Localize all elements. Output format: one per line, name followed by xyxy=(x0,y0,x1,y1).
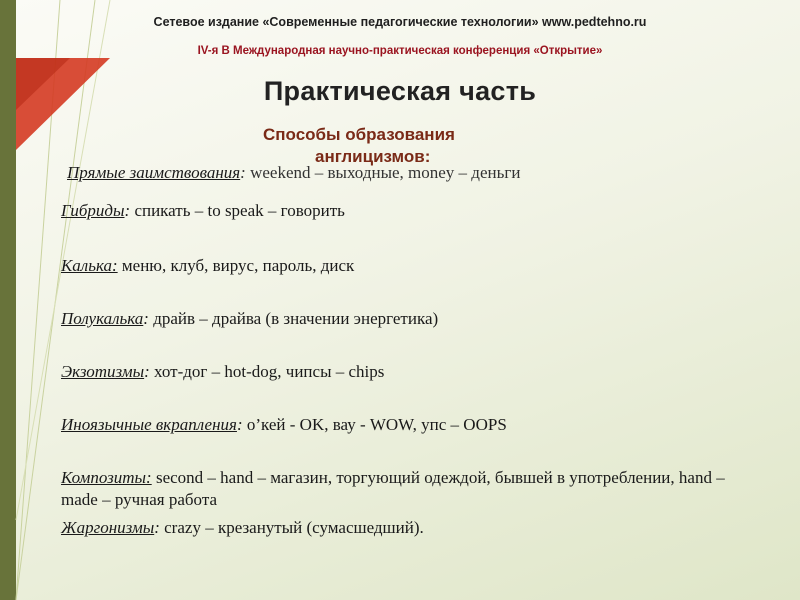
entry-direct-borrowings xyxy=(67,162,757,184)
entry-jargonisms xyxy=(61,517,751,539)
entry-composites xyxy=(61,467,751,511)
entry-text: драйв – драйва (в значении энергетика) xyxy=(148,309,439,328)
slide-title: Практическая часть xyxy=(263,76,537,106)
subtitle-line-1: Способы образования xyxy=(263,125,455,144)
entry-semi-calque xyxy=(61,308,751,330)
entry-text: crazy – крезанутый (сумасшедший). xyxy=(159,518,424,537)
entry-sep: : xyxy=(240,163,246,182)
entry-term: Калька: xyxy=(61,256,118,275)
entry-text: second – hand – магазин, торгующий одеждой, бывшей в употреблении, hand – made – ручная работа xyxy=(61,468,725,509)
entry-term: Полукалька xyxy=(61,309,144,328)
entry-text: о’кей - OK, вау - WOW, упс – OOPS xyxy=(242,415,507,434)
entry-sep: : xyxy=(236,415,243,434)
entry-term: Иноязычные вкрапления xyxy=(61,415,237,434)
entry-sep: : xyxy=(154,518,160,537)
entry-exoticisms xyxy=(61,361,751,383)
entry-calque xyxy=(61,255,751,277)
entry-text: меню, клуб, вирус, пароль, диск xyxy=(117,256,355,275)
entry-term: Экзотизмы xyxy=(61,362,145,381)
entry-text: спикать – to speak – говорить xyxy=(130,201,345,220)
entry-sep: : xyxy=(124,201,131,220)
entry-term: Прямые заимствования xyxy=(67,163,241,182)
entry-term: Композиты: xyxy=(61,468,152,487)
entry-hybrids xyxy=(61,200,751,222)
conference-header: IV-я В Международная научно-практическая конференция «Открытие» xyxy=(197,45,603,57)
entry-sep: : xyxy=(143,309,149,328)
entry-text: weekend – выходные, money – деньги xyxy=(245,163,521,182)
entry-sep: : xyxy=(144,362,150,381)
entry-term: Гибриды xyxy=(61,201,125,220)
entry-term: Жаргонизмы xyxy=(61,518,155,537)
subtitle-line-2: англицизмов: xyxy=(315,147,431,166)
entry-foreign-inclusions xyxy=(61,414,751,436)
entry-text: хот-дог – hot-dog, чипсы – chips xyxy=(149,362,385,381)
publisher-header: Сетевое издание «Современные педагогические технологии» www.pedtehno.ru xyxy=(153,15,647,29)
